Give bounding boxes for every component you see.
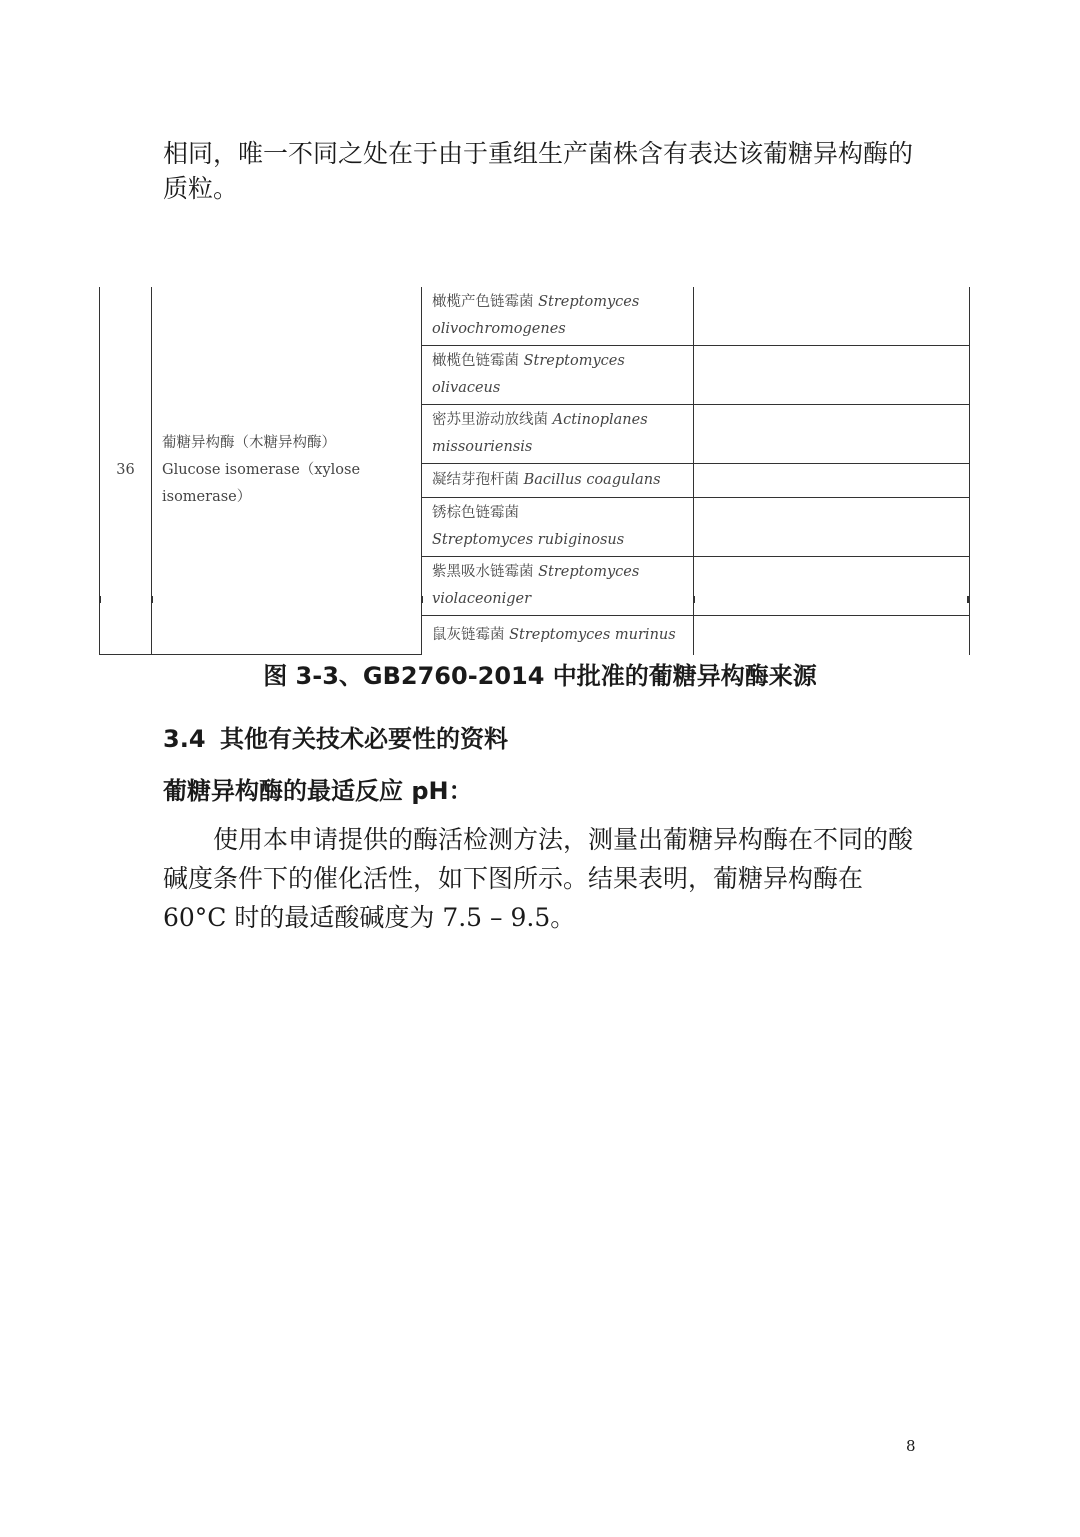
empty-cell [694,464,970,498]
table-row [100,287,970,346]
organism-latin: Streptomyces olivaceus [432,353,625,396]
organism-cn: 鼠灰链霉菌 [432,626,505,643]
body-paragraph: 使用本申请提供的酶活检测方法，测量出葡糖异构酶在不同的酸碱度条件下的催化活性，如下图所示。结果表明，葡糖异构酶在 60°C 时的最适酸碱度为 7.5 – 9.5。 [163,825,914,932]
enzyme-name-cell [152,287,422,655]
source-organism [422,464,694,498]
source-organism [422,616,694,655]
intro-paragraph: 相同，唯一不同之处在于由于重组生产菌株含有表达该葡糖异构酶的质粒。 [163,139,914,203]
enzyme-source-table-container [99,287,969,643]
organism-latin: Streptomyces rubiginosus [432,532,625,548]
figure-caption: 图 3-3、GB2760-2014 中批准的葡糖异构酶来源 [263,662,817,690]
organism-cn: 凝结芽孢杆菌 [432,472,519,488]
organism-latin: Bacillus coagulans [523,472,661,488]
table-cut-tick [99,596,101,603]
page-number: 8 [906,1437,916,1455]
empty-cell [694,498,970,557]
table-cut-tick [151,596,153,603]
organism-latin: Actinoplanes missouriensis [432,412,648,455]
empty-cell [694,346,970,405]
section-title: 其他有关技术必要性的资料 [220,725,508,753]
source-organism [422,405,694,464]
source-organism [422,557,694,616]
empty-cell [694,287,970,346]
section-heading [163,719,508,754]
empty-cell [694,405,970,464]
table-cut-tick [693,596,695,603]
organism-cn: 橄榄产色链霉菌 [432,294,534,310]
section-number: 3.4 [163,725,206,753]
organism-cn: 紫黑吸水链霉菌 [432,564,534,580]
organism-cn: 橄榄色链霉菌 [432,353,519,369]
enzyme-name-en: Glucose isomerase（xylose isomerase） [162,462,361,505]
organism-cn: 密苏里游动放线菌 [432,412,548,428]
empty-cell [694,616,970,655]
table-cut-tick [421,596,423,603]
enzyme-source-table [99,287,970,655]
organism-latin: Streptomyces violaceoniger [432,564,640,607]
table-cut-tick [967,596,969,603]
source-organism [422,287,694,346]
organism-latin: Streptomyces olivochromogenes [432,294,640,337]
subheading: 葡糖异构酶的最适反应 pH： [163,777,473,805]
source-organism [422,346,694,405]
empty-cell [694,557,970,616]
enzyme-name-cn: 葡糖异构酶（木糖异构酶） [162,435,336,451]
source-organism [422,498,694,557]
organism-cn: 锈棕色链霉菌 [432,505,519,521]
organism-latin: Streptomyces murinus [509,626,676,643]
row-number: 36 [100,287,152,655]
